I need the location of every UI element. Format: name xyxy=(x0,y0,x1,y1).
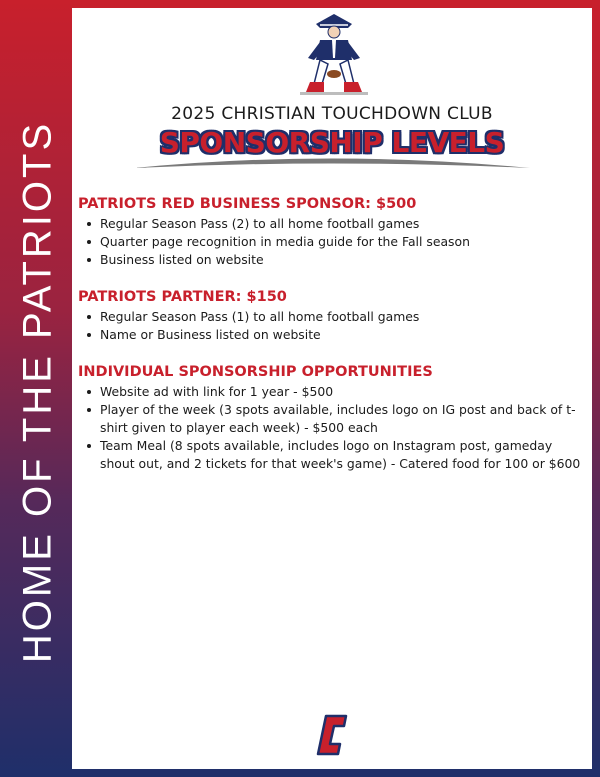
page-title: 2025 CHRISTIAN TOUCHDOWN CLUB xyxy=(171,104,493,124)
benefit-list xyxy=(78,308,588,344)
side-banner xyxy=(0,0,72,777)
benefit-list xyxy=(78,215,588,269)
list-item: Team Meal (8 spots available, includes logo on Instagram post, gameday shout out, and 2 tickets for that week's game) - Catered food for 100 or $600 xyxy=(78,437,588,473)
side-banner-text: HOME OF THE PATRIOTS xyxy=(15,120,60,664)
section-title: PATRIOTS PARTNER: $150 xyxy=(78,289,287,305)
list-item: Business listed on website xyxy=(78,251,588,269)
section-red-business-sponsor xyxy=(78,194,588,269)
document-page xyxy=(72,8,592,769)
list-item: Regular Season Pass (2) to all home football games xyxy=(78,215,588,233)
section-title: PATRIOTS RED BUSINESS SPONSOR: $500 xyxy=(78,196,417,212)
section-patriots-partner xyxy=(78,287,588,344)
list-item: Quarter page recognition in media guide for the Fall season xyxy=(78,233,588,251)
c-letter-logo-icon xyxy=(316,714,350,756)
swoosh-divider xyxy=(134,155,530,169)
list-item: Website ad with link for 1 year - $500 xyxy=(78,383,588,401)
section-individual-sponsorship xyxy=(78,362,588,473)
list-item: Regular Season Pass (1) to all home football games xyxy=(78,308,588,326)
section-title: INDIVIDUAL SPONSORSHIP OPPORTUNITIES xyxy=(78,364,433,380)
patriot-mascot-logo-icon xyxy=(294,12,374,98)
benefit-list xyxy=(78,383,588,473)
list-item: Name or Business listed on website xyxy=(78,326,588,344)
page-subtitle: SPONSORSHIP LEVELS xyxy=(159,126,505,159)
list-item: Player of the week (3 spots available, includes logo on IG post and back of t-shirt given to player each week) - $500 each xyxy=(78,401,588,437)
sponsorship-content xyxy=(78,194,588,491)
